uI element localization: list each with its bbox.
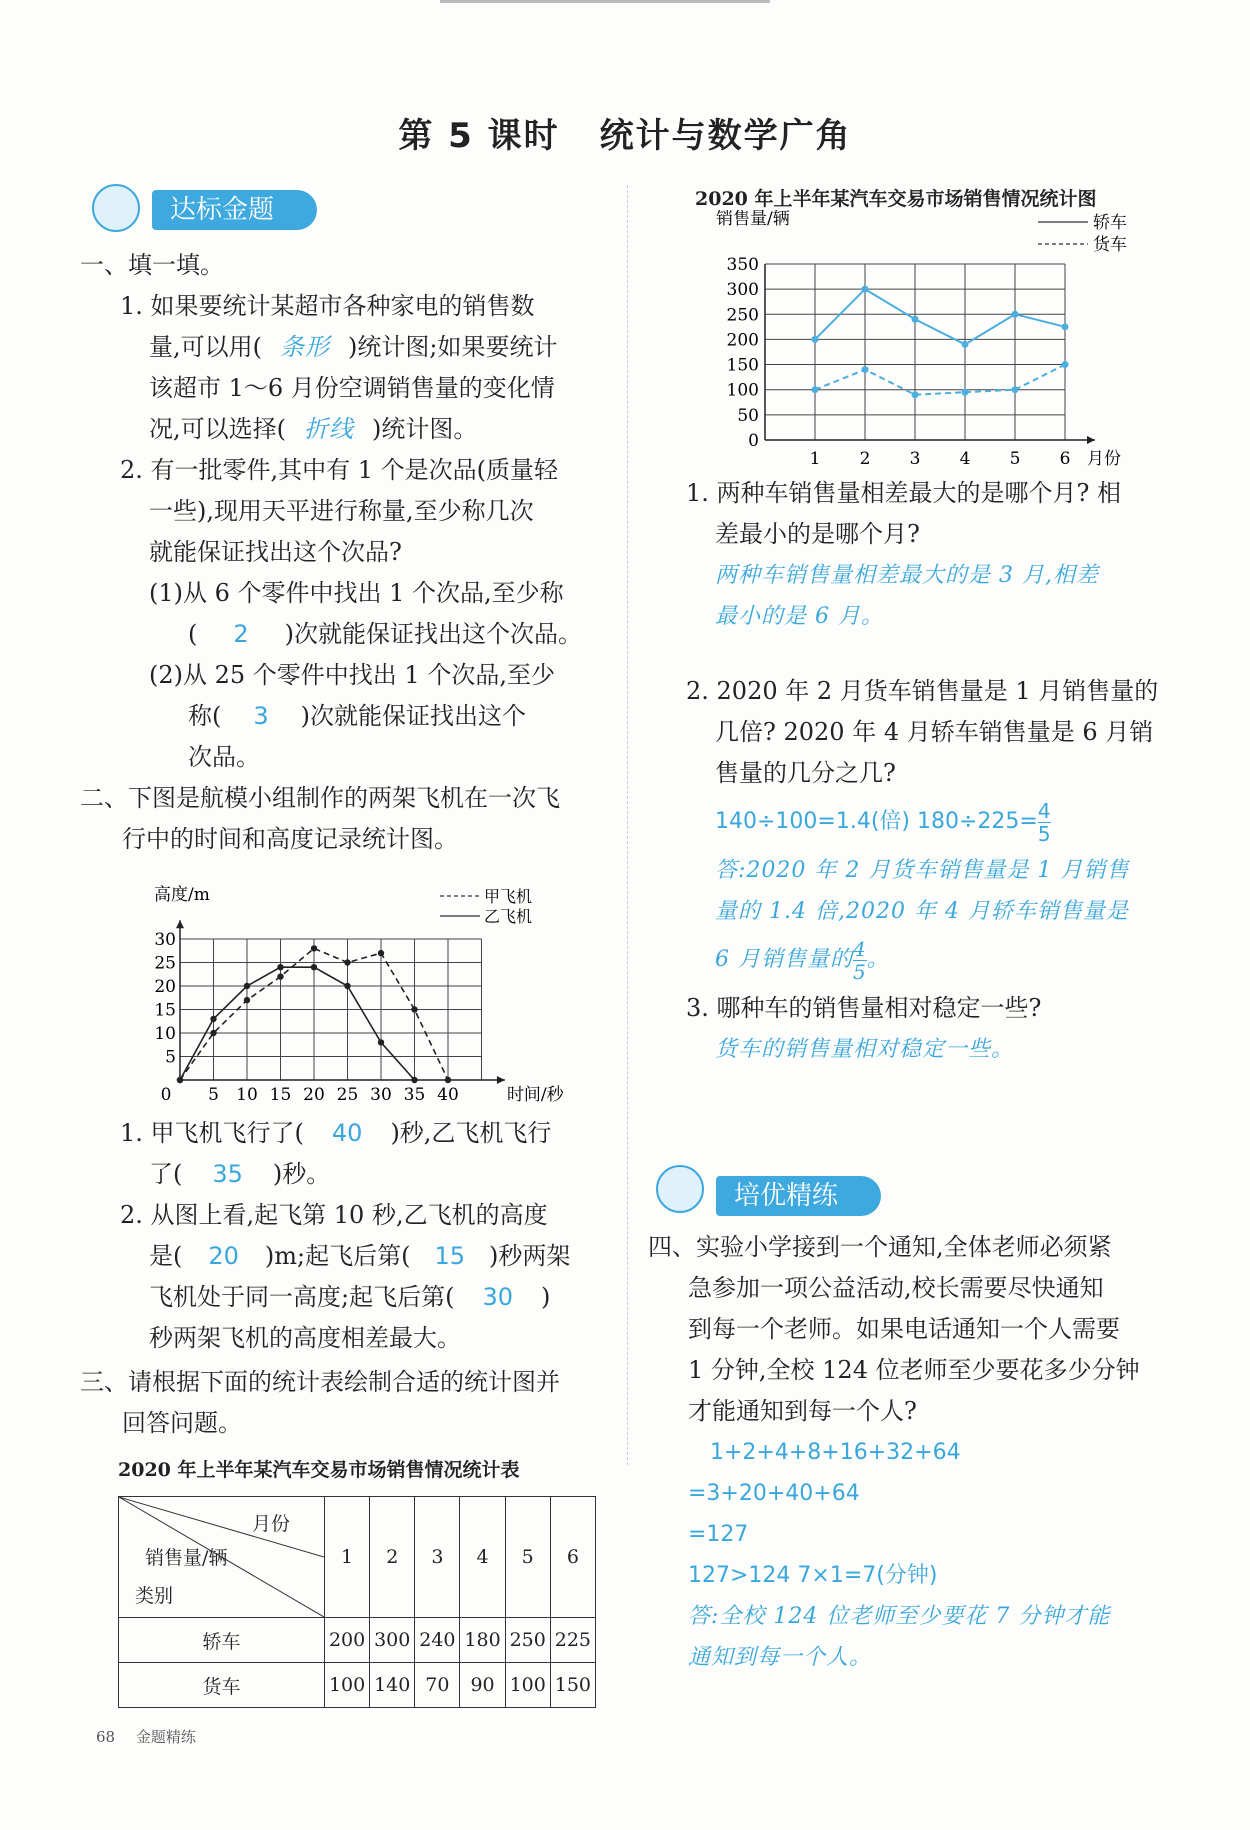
fraction bbox=[853, 938, 867, 983]
column-divider bbox=[627, 185, 628, 1465]
q1-text: 量,可以用( bbox=[149, 333, 262, 361]
data-point bbox=[177, 1077, 183, 1083]
data-point bbox=[812, 336, 819, 343]
rq2-line1: 2. 2020 年 2 月货车销售量是 1 月销售量的 bbox=[686, 677, 1159, 705]
data-point bbox=[210, 1030, 216, 1036]
data-point bbox=[912, 391, 919, 398]
top-rule bbox=[440, 0, 770, 3]
q2-line1: 2. 有一批零件,其中有 1 个是次品(质量轻 bbox=[120, 456, 559, 484]
table-cell: 90 bbox=[460, 1663, 505, 1708]
mascot-icon bbox=[92, 184, 140, 232]
data-point bbox=[244, 997, 250, 1003]
rq1-line1: 1. 两种车销售量相差最大的是哪个月? 相 bbox=[686, 479, 1122, 507]
sec2-q2-line2 bbox=[120, 1236, 570, 1277]
fraction-numerator: 4 bbox=[853, 936, 867, 961]
series-line-轿车 bbox=[815, 289, 1065, 344]
rq3-line1: 3. 哪种车的销售量相对稳定一些? bbox=[686, 994, 1042, 1022]
row-label: 货车 bbox=[119, 1663, 325, 1708]
car-chart-title: 2020 年上半年某汽车交易市场销售情况统计图 bbox=[695, 188, 1097, 210]
lesson-number: 第 5 课时 bbox=[398, 116, 560, 156]
table-cell: 150 bbox=[550, 1663, 595, 1708]
sec2-line2: 行中的时间和高度记录统计图。 bbox=[122, 825, 458, 853]
row-label: 轿车 bbox=[119, 1618, 325, 1663]
fraction-denominator: 5 bbox=[853, 959, 867, 984]
airplane-height-chart bbox=[130, 880, 570, 1110]
x-tick-label: 20 bbox=[303, 1085, 325, 1105]
sec2-answer-3: 20 bbox=[208, 1242, 239, 1270]
mascot-icon bbox=[656, 1165, 704, 1213]
data-point bbox=[210, 1016, 216, 1022]
sales-table bbox=[118, 1496, 596, 1708]
q2-sub2-line3: 次品。 bbox=[188, 743, 260, 771]
month-header: 5 bbox=[505, 1497, 550, 1618]
q2-answer-2: 3 bbox=[253, 702, 269, 730]
data-point bbox=[862, 366, 869, 373]
y-tick-label: 25 bbox=[154, 953, 176, 974]
x-tick-label: 35 bbox=[403, 1085, 426, 1105]
data-point bbox=[1062, 323, 1069, 330]
q2-line2: 一些),现用天平进行称量,至少称几次 bbox=[149, 497, 534, 525]
header-month: 月份 bbox=[251, 1513, 290, 1535]
q1-text: 况,可以选择( bbox=[149, 415, 286, 443]
data-point bbox=[244, 983, 250, 989]
sec4-calc-4: 127>124 7×1=7(分钟) bbox=[688, 1563, 938, 1588]
month-header: 1 bbox=[325, 1497, 370, 1618]
data-point bbox=[1012, 311, 1019, 318]
sec2-line1: 二、下图是航模小组制作的两架飞机在一次飞 bbox=[80, 784, 560, 812]
x-tick-label: 5 bbox=[208, 1085, 219, 1105]
sec2-text: 是( bbox=[149, 1242, 183, 1270]
q2-sub2-line2 bbox=[120, 696, 582, 737]
fraction bbox=[1038, 800, 1051, 845]
month-header: 3 bbox=[415, 1497, 460, 1618]
page-number: 68 bbox=[96, 1728, 116, 1746]
sec4-line1: 四、实验小学接到一个通知,全体老师必须紧 bbox=[648, 1233, 1112, 1261]
page-footer bbox=[96, 1726, 196, 1747]
y-tick-label: 200 bbox=[726, 330, 759, 351]
rq2-calc-text: 140÷100=1.4(倍) 180÷225= bbox=[715, 809, 1038, 834]
rq3-answer: 货车的销售量相对稳定一些。 bbox=[715, 1037, 1015, 1062]
q1-answer-2: 折线 bbox=[304, 415, 354, 443]
x-axis-label: 时间/秒 bbox=[506, 1085, 564, 1105]
data-point bbox=[1012, 386, 1019, 393]
data-point bbox=[344, 959, 350, 965]
q1-text: )统计图;如果要统计 bbox=[348, 333, 558, 361]
table-cell: 240 bbox=[415, 1618, 460, 1663]
x-axis-arrow bbox=[1087, 436, 1095, 444]
month-header: 6 bbox=[550, 1497, 595, 1618]
y-axis-label: 销售量/辆 bbox=[716, 210, 790, 229]
rq1-answer-2: 最小的是 6 月。 bbox=[715, 604, 884, 629]
data-point bbox=[445, 1077, 451, 1083]
table-cell: 100 bbox=[505, 1663, 550, 1708]
sec2-text: )m;起飞后第( bbox=[264, 1242, 411, 1270]
x-tick-label: 40 bbox=[437, 1085, 459, 1105]
data-point bbox=[862, 286, 869, 293]
q2-text: )次就能保证找出这个次品。 bbox=[284, 620, 583, 648]
sec4-line2: 急参加一项公益活动,校长需要尽快通知 bbox=[688, 1274, 1104, 1302]
section-badge-right: 培优精练 bbox=[716, 1176, 881, 1216]
legend-label: 乙飞机 bbox=[484, 907, 533, 926]
x-tick-label: 15 bbox=[269, 1085, 292, 1105]
lesson-topic: 统计与数学广角 bbox=[599, 116, 852, 156]
q2-text: )次就能保证找出这个 bbox=[300, 702, 527, 730]
x-tick-label: 3 bbox=[909, 449, 921, 469]
data-point bbox=[812, 386, 819, 393]
q2-sub1-line1: (1)从 6 个零件中找出 1 个次品,至少称 bbox=[149, 579, 564, 607]
x-tick-label: 1 bbox=[809, 449, 821, 469]
section-2-questions bbox=[120, 1113, 570, 1359]
sec2-answer-2: 35 bbox=[212, 1160, 243, 1188]
q2-answer-1: 2 bbox=[233, 620, 249, 648]
table-corner-cell bbox=[119, 1497, 325, 1618]
right-questions bbox=[686, 473, 1158, 1070]
fraction-numerator: 4 bbox=[1037, 798, 1051, 823]
data-point bbox=[277, 964, 283, 970]
legend-label: 甲飞机 bbox=[484, 887, 533, 906]
table-cell: 250 bbox=[505, 1618, 550, 1663]
rq1-answer-1: 两种车销售量相差最大的是 3 月,相差 bbox=[715, 563, 1099, 588]
x-tick-label: 30 bbox=[370, 1085, 392, 1105]
fraction-denominator: 5 bbox=[1037, 821, 1051, 846]
section-3 bbox=[80, 1362, 560, 1444]
legend-label: 货车 bbox=[1093, 235, 1127, 255]
y-tick-label: 50 bbox=[737, 405, 759, 426]
series-line-货车 bbox=[815, 365, 1065, 395]
y-tick-label: 350 bbox=[726, 254, 759, 275]
x-tick-label: 25 bbox=[336, 1085, 359, 1105]
sec4-line4: 1 分钟,全校 124 位老师至少要花多少分钟 bbox=[688, 1356, 1140, 1384]
rq2-line2: 几倍? 2020 年 4 月轿车销售量是 6 月销 bbox=[715, 718, 1154, 746]
sec2-text: )秒两架 bbox=[489, 1242, 571, 1270]
x-tick-label: 5 bbox=[1009, 449, 1021, 469]
x-tick-label: 0 bbox=[160, 1085, 172, 1105]
table-row bbox=[119, 1663, 596, 1708]
section-4 bbox=[648, 1227, 1140, 1678]
sec2-answer-5: 30 bbox=[482, 1283, 513, 1311]
data-point bbox=[311, 964, 317, 970]
data-point bbox=[411, 1077, 417, 1083]
data-point bbox=[344, 983, 350, 989]
q2-text: ( bbox=[188, 620, 198, 648]
sec2-q2-line1: 2. 从图上看,起飞第 10 秒,乙飞机的高度 bbox=[120, 1201, 548, 1229]
y-axis-arrow bbox=[176, 920, 184, 928]
y-tick-label: 15 bbox=[154, 1000, 176, 1021]
table-cell: 100 bbox=[325, 1663, 370, 1708]
table-header-row bbox=[119, 1497, 596, 1618]
sec4-calc-3: =127 bbox=[688, 1522, 749, 1547]
y-tick-label: 250 bbox=[726, 305, 759, 326]
data-point bbox=[277, 973, 283, 979]
sec2-text: 飞机处于同一高度;起飞后第( bbox=[149, 1283, 455, 1311]
x-tick-label: 6 bbox=[1059, 449, 1071, 469]
sec2-q2-line4: 秒两架飞机的高度相差最大。 bbox=[149, 1324, 461, 1352]
q1-line3: 该超市 1～6 月份空调销售量的变化情 bbox=[149, 374, 555, 402]
data-point bbox=[378, 950, 384, 956]
q2-sub1-line2 bbox=[120, 614, 582, 655]
data-point bbox=[378, 1039, 384, 1045]
sec4-answer-1: 答:全校 124 位老师至少要花 7 分钟才能 bbox=[688, 1604, 1111, 1629]
y-tick-label: 0 bbox=[748, 431, 759, 451]
sec1-heading: 一、填一填。 bbox=[80, 251, 224, 279]
y-axis-label: 高度/m bbox=[154, 885, 210, 905]
data-point bbox=[311, 945, 317, 951]
y-tick-label: 10 bbox=[154, 1024, 176, 1044]
sec2-q1-line1 bbox=[120, 1113, 570, 1154]
sec4-calc-1: 1+2+4+8+16+32+64 bbox=[710, 1440, 961, 1465]
y-tick-label: 5 bbox=[165, 1047, 176, 1068]
rq2-calc bbox=[686, 794, 1158, 850]
q2-text: 称( bbox=[188, 702, 222, 730]
data-point bbox=[962, 341, 969, 348]
rq1-line2: 差最小的是哪个月? bbox=[715, 520, 920, 548]
table-cell: 225 bbox=[550, 1618, 595, 1663]
sec4-line3: 到每一个老师。如果电话通知一个人需要 bbox=[688, 1315, 1120, 1343]
header-unit: 销售量/辆 bbox=[145, 1547, 228, 1569]
rq2-answer-2: 量的 1.4 倍,2020 年 4 月轿车销售量是 bbox=[715, 899, 1129, 924]
data-point bbox=[411, 1006, 417, 1012]
sec2-text: 1. 甲飞机飞行了( bbox=[120, 1119, 304, 1147]
table-cell: 300 bbox=[370, 1618, 415, 1663]
table-cell: 200 bbox=[325, 1618, 370, 1663]
table-cell: 70 bbox=[415, 1663, 460, 1708]
data-point bbox=[912, 316, 919, 323]
table-row bbox=[119, 1618, 596, 1663]
y-tick-label: 150 bbox=[726, 355, 759, 376]
sec3-line1: 三、请根据下面的统计表绘制合适的统计图并 bbox=[80, 1368, 560, 1396]
x-axis-arrow bbox=[497, 1076, 505, 1084]
month-header: 4 bbox=[460, 1497, 505, 1618]
sec3-line2: 回答问题。 bbox=[122, 1409, 242, 1437]
sec2-text: 了( bbox=[149, 1160, 183, 1188]
y-tick-label: 30 bbox=[154, 930, 176, 950]
page-title bbox=[0, 108, 1250, 157]
sec2-answer-1: 40 bbox=[331, 1119, 363, 1147]
q1-answer-1: 条形 bbox=[280, 333, 330, 361]
rq2-answer-text: 。 bbox=[866, 947, 890, 972]
q1-line1: 1. 如果要统计某超市各种家电的销售数 bbox=[120, 292, 535, 320]
data-point bbox=[1062, 361, 1069, 368]
sec2-q1-line2 bbox=[120, 1154, 570, 1195]
y-tick-label: 100 bbox=[726, 380, 759, 401]
q2-line3: 就能保证找出这个次品? bbox=[149, 538, 402, 566]
sec4-calc-2: =3+20+40+64 bbox=[688, 1481, 860, 1506]
sec2-text: )秒,乙飞机飞行 bbox=[390, 1119, 552, 1147]
spacer bbox=[686, 637, 1158, 671]
table-cell: 140 bbox=[370, 1663, 415, 1708]
q1-line4 bbox=[120, 409, 582, 450]
x-tick-label: 2 bbox=[859, 449, 871, 469]
rq2-answer-text: 6 月销售量的 bbox=[715, 947, 853, 972]
legend-label: 轿车 bbox=[1093, 213, 1127, 233]
table-title: 2020 年上半年某汽车交易市场销售情况统计表 bbox=[118, 1459, 520, 1481]
sec2-text: ) bbox=[541, 1283, 551, 1311]
rq2-answer-3 bbox=[686, 932, 1158, 988]
table-cell: 180 bbox=[460, 1618, 505, 1663]
data-point bbox=[962, 389, 969, 396]
x-tick-label: 10 bbox=[236, 1085, 258, 1105]
sec4-answer-2: 通知到每一个人。 bbox=[688, 1645, 873, 1670]
q1-text: )统计图。 bbox=[372, 415, 478, 443]
sec2-q2-line3 bbox=[120, 1277, 570, 1318]
x-axis-label: 月份 bbox=[1087, 449, 1121, 469]
q1-line2 bbox=[120, 327, 582, 368]
rq2-line3: 售量的几分之几? bbox=[715, 759, 896, 787]
y-tick-label: 20 bbox=[154, 977, 176, 997]
header-category: 类别 bbox=[135, 1585, 174, 1607]
q2-sub2-line1: (2)从 25 个零件中找出 1 个次品,至少 bbox=[149, 661, 555, 689]
y-tick-label: 300 bbox=[726, 280, 759, 301]
section-1 bbox=[80, 245, 582, 860]
rq2-answer-1: 答:2020 年 2 月货车销售量是 1 月销售 bbox=[715, 858, 1130, 883]
sec2-answer-4: 15 bbox=[434, 1242, 466, 1270]
section-badge-left: 达标金题 bbox=[152, 190, 317, 230]
sec4-line5: 才能通知到每一个人? bbox=[688, 1397, 917, 1425]
sec2-text: )秒。 bbox=[272, 1160, 331, 1188]
month-header: 2 bbox=[370, 1497, 415, 1618]
book-name: 金题精练 bbox=[135, 1728, 196, 1746]
series-line-乙飞机 bbox=[180, 967, 415, 1080]
x-tick-label: 4 bbox=[959, 449, 971, 469]
car-sales-chart bbox=[700, 210, 1150, 470]
